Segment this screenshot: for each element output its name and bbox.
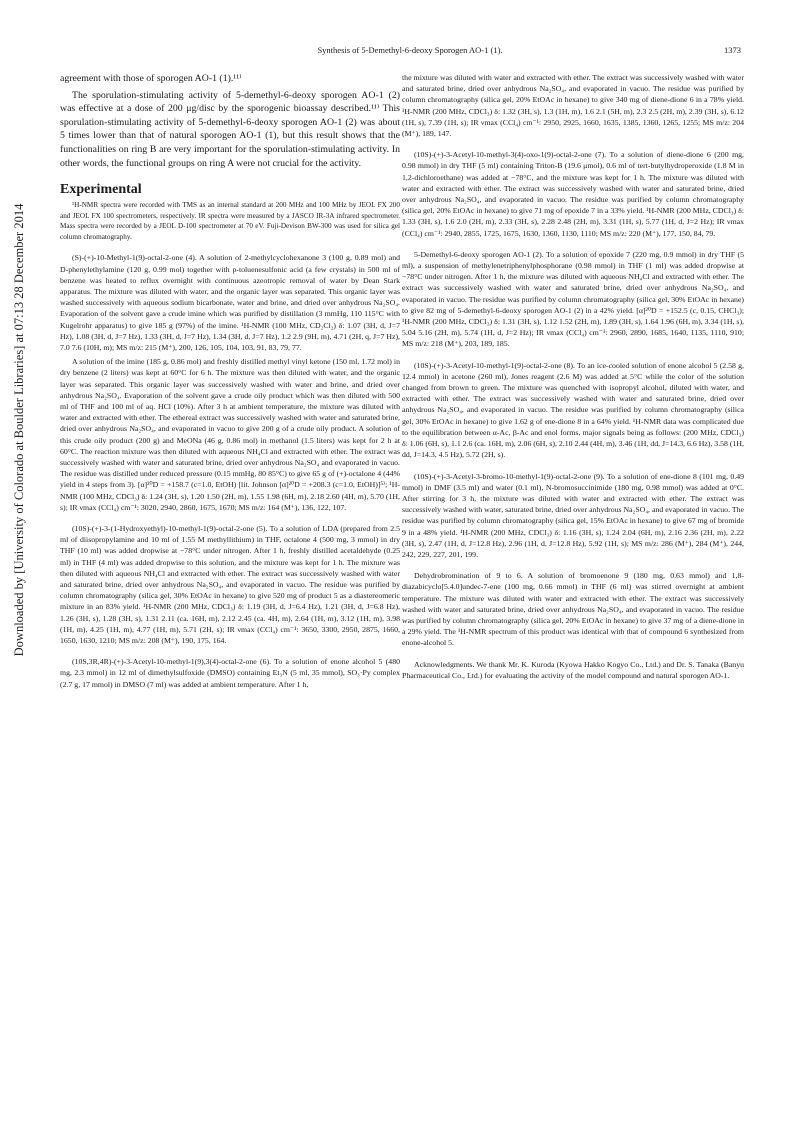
left-column bbox=[60, 72, 400, 693]
right-column bbox=[402, 72, 744, 684]
paragraph: 5-Demethyl-6-deoxy sporogen AO-1 (2). To a solution of epoxide 7 (220 mg, 0.9 mmol) in dry THF (5 ml), a suspension of methylenetriphenylphosphorane (0.98 mmol) in THF (1 ml) was added dropwise at −78°C under nitrogen. After 1 h, the mixture was diluted with aqueous NH₄Cl and extracted with ether. The extract was successively washed with water and saturated brine, dried over anhydrous Na₂SO₄, and evaporated in vacuo. The residue was purified by column chromatography (silica gel, 30% EtOAc in hexane) to give 82 mg of 5-demethyl-6-deoxy sporogen AO-1 (2) in a 42% yield. [α]²⁰D = +152.5 (c, 0.15, CHCl₃); ¹H-NMR (200 MHz, CDCl₃) δ: 1.31 (3H, s), 1.12 1.52 (2H, m), 1.89 (3H, s), 1.64 1.96 (6H, m), 3.34 (1H, s), 5.04 5.16 (2H, m), 5.74 (1H, d, J=2 Hz); IR νmax (CCl₄) cm⁻¹: 2960, 2890, 1685, 1640, 1135, 1110, 910; MS m/z: 218 (M⁺), 203, 189, 185. bbox=[402, 249, 744, 349]
paragraph: Dehydrobromination of 9 to 6. A solution of bromoenone 9 (180 mg, 0.63 mmol) and 1,8-diazabicyclo[5.4.0]undec-7-ene (100 mg, 0.66 mmol) in THF (6 ml) was stirred overnight at ambient temperature. The mixture was diluted with water and extracted with ether. The extract was successively washed with water and saturated brine, dried over anhydrous Na₂SO₄, and evaporated in vacuo. The residue was purified by column chromatography (silica gel, 20% EtOAc in hexane) to give 37 mg of a diene-dione in a 29% yield. The ¹H-NMR spectrum of this product was identical with that of compound 6 synthesized from enone-alcohol 5. bbox=[402, 571, 744, 648]
paragraph: the mixture was diluted with water and extracted with ether. The extract was successively washed with water and saturated brine, dried over anhydrous Na₂SO₄, and evaporated in vacuo. The residue was purified by column chromatography (silica gel, 20% EtOAc in hexane) to give 340 mg of diene-dione 6 in a 78% yield. ¹H-NMR (200 MHz, CDCl₃) δ: 1.32 (3H, s), 1.3 (1H, m), 1.6 2.1 (5H, m), 2.3 2.5 (2H, m), 2.39 (3H, s), 6.12 (1H, s), 7.39 (1H, s); IR νmax (CCl₄) cm⁻¹: 2950, 2925, 1660, 1635, 1385, 1360, 1265, 1255; MS m/z: 204 (M⁺), 189, 147. bbox=[402, 73, 744, 139]
paragraph: (10S,3R,4R)-(+)-3-Acetyl-10-methyl-1(9),3(4)-octal-2-one (6). To a solution of enone alcohol 5 (480 mg, 2.3 mmol) in 12 ml of dimethylsulfoxide (DMSO) containing Et₃N (5 ml, 35 mmol), SO₃·Py complex (2.7 g, 17 mmol) in DMSO (7 ml) was added at ambient temperature. After 1 h, bbox=[60, 657, 400, 689]
paragraph: (10S)-(+)-3-Acetyl-10-methyl-1(9)-octal-2-one (8). To an ice-cooled solution of enone alcohol 5 (2.58 g, 12.4 mmol) in acetone (260 ml), Jones reagent (2.6 M) was added at 5°C while the color of the solution changed from brown to green. The mixture was quenched with isopropyl alcohol, diluted with water, and extracted with ether. The extract was successively washed with water and saturated brine, dried over anhydrous Na₂SO₄, and evaporated in vacuo. The residue was purified by column chromatography (silica gel, 30% EtOAc in hexane) to give 1.62 g of ene-dione 8 in a 64% yield. ¹H-NMR data was complicated due to the equilibration between α-Ac, β-Ac and enol forms, major signals being as follows: (200 MHz, CDCl₃) δ: 1.06 (6H, s), 1.1 2.6 (ca. 16H, m), 2.06 (6H, s), 2.10 2.44 (4H, m), 3.46 (1H, dd, J=14.3, 6.6 Hz), 3.58 (1H, dd, J=14.3, 4.5 Hz), 5.72 (2H, s). bbox=[402, 360, 744, 460]
page-number: 1373 bbox=[724, 45, 741, 55]
section-heading: Experimental bbox=[60, 182, 142, 198]
paragraph: ¹H-NMR spectra were recorded with TMS as an internal standard at 200 MHz and 100 MHz by JEOL FX 200 and JEOL FX 100 spectrometers, respectively. IR spectra were measured by a JASCO IR-3A infrared spectrometer. Mass spectra were recorded by a JEOL D-100 spectrometer at 70 eV. Fuji-Devison BW-300 was used for silica gel column chromatography. bbox=[60, 201, 400, 241]
download-notice: Downloaded by [University of Colorado at Boulder Libraries] at 07:13 28 December 2014 bbox=[12, 203, 26, 657]
paragraph: agreement with those of sporogen AO-1 (1).¹¹⁾ bbox=[60, 73, 242, 84]
paragraph: Acknowledgments. We thank Mr. K. Kuroda (Kyowa Hakko Kogyo Co., Ltd.) and Dr. S. Tanaka (Banyu Pharmaceutical Co., Ltd.) for evaluating the activity of the model compound and natural sporogen AO-1. bbox=[402, 659, 744, 680]
paragraph: (S)-(+)-10-Methyl-1(9)-octal-2-one (4). A solution of 2-methylcyclohexanone 3 (100 g, 0.89 mol) and D-phenylethylamine (120 g, 0.99 mol) together with p-toluenesulfonic acid (a few crystals) in 500 ml of benzene was heated to reflux overnight with continuous azeotropic removal of water by Dean Stark apparatus. The mixture was diluted with water, and the organic layer was separated. This organic layer was washed successively with aqueous sodium bicarbonate, water and brine, and dried over anhydrous Na₂SO₄. Evaporation of the solvent gave a crude imine which was purified by distillation (3 mmHg, 110 115°C with Kugelrohr apparatus) to give 185 g (97%) of the imine. ¹H-NMR (100 MHz, CD₂Cl₂) δ: 1.07 (3H, d, J=7 Hz), 1.08 (3H, d, J=7 Hz), 1.33 (3H, d, J=7 Hz), 1.34 (3H, d, J=7 Hz), 1.2 2.9 (9H, m), 4.71 (2H, q, J=7 Hz), 7.0 7.6 (10H, m); MS m/z: 215 (M⁺), 200, 126, 105, 104, 103, 91, 83, 79, 77. bbox=[60, 253, 400, 352]
paragraph: (10S)-(+)-3-Acetyl-3-bromo-10-methyl-1(9)-octal-2-one (9). To a solution of ene-dione 8 (101 mg, 0.49 mmol) in DMF (3.5 ml) and water (0.1 ml), N-bromosuccinimide (180 mg, 0.98 mmol) was added at 0°C. After stirring for 3 h, the mixture was diluted with water and extracted with ether. The extract was successively washed with water, saturated brine, dried over anhydrous Na₂SO₄, and evaporated in vacuo. The residue was purified by column chromatography (silica gel, 15% EtOAc in hexane) to give 67 mg of bromide 9 in a 48% yield. ¹H-NMR (200 MHz, CDCl₃) δ: 1.16 (3H, s), 1.24 2.04 (6H, m), 2.16 2.36 (2H, m), 2.22 (3H, s), 2.47 (1H, d, J=12.8 Hz), 2.96 (1H, d, J=12.8 Hz), 5.92 (1H, s); MS m/z: 286 (M⁺), 284 (M⁺), 244, 242, 229, 227, 201, 199. bbox=[402, 471, 744, 559]
paragraph: (10S)-(+)-3-Acetyl-10-methyl-3(4)-oxo-1(9)-octal-2-one (7). To a solution of diene-dione 6 (200 mg, 0.98 mmol) in dry THF (5 ml) containing Triton-B (19.6 μmol), 0.6 ml of tert-butylhydroperoxide (1.8 M in 1,2-dichloroethane) was added at −78°C, and the mixture was kept for 1 h. The mixture was diluted with water and extracted with ether. The extract was successively washed with water and saturated brine, dried over anhydrous Na₂SO₄, and evaporated in vacuo. The residue was purified by column chromatography (silica gel, 20% EtOAc in hexane) to give 71 mg of epoxide 7 in a 33% yield. ¹H-NMR (200 MHz, CDCl₃) δ: 1.33 (3H, s), 1.6 2.0 (2H, m), 2.33 (3H, s), 2.28 2.48 (2H, m), 3.31 (1H, s), 5.77 (1H, d, J=2 Hz); IR νmax (CCl₄) cm⁻¹: 2940, 2855, 1725, 1675, 1630, 1360, 1130, 1110; MS m/z: 220 (M⁺), 177, 150, 84, 79. bbox=[402, 150, 744, 238]
paragraph: A solution of the imine (185 g, 0.86 mol) and freshly distilled methyl vinyl ketone (150 ml, 1.72 mol) in dry benzene (2 liters) was kept at 60°C for 6 h. The mixture was then diluted with water, and the organic layer was separated. This organic layer was successively washed with water and brine, and dried over anhydrous Na₂SO₄. Evaporation of the solvent gave a crude oily product which was then diluted with 500 ml of THF and 100 ml of aq. HCl (10%). After 3 h at ambient temperature, the mixture was diluted with water and extracted with ether. The ethereal extract was successively washed with water and saturated brine, dried over anhydrous Na₂SO₄, and evaporated in vacuo to give 200 g of a crude oily product. A solution of this crude oily product (200 g) and MeONa (46 g, 0.86 mol) in methanol (1.5 liters) was kept for 2 h at 60°C. The reaction mixture was then diluted with aqueous NH₄Cl and extracted with ether. The extract was successively washed with water and saturated brine, dried over anhydrous Na₂SO₄ and evaporated in vacuo. The residue was distilled under reduced pressure (0.15 mmHg, 80 85°C) to give 65 g of (+)-octalone 4 (44% yield in 4 steps from 3). [α]²⁰D = +158.7 (c=1.0, EtOH) [lit. Johnson [α]²⁰D = +208.3 (c=1.0, EtOH)]⁵⁾; ¹H-NMR (100 MHz, CDCl₃) δ: 1.24 (3H, s), 1.20 1.50 (2H, m), 1.55 1.98 (6H, m), 2.18 2.60 (4H, m), 5.70 (1H, s); IR νmax (CCl₄) cm⁻¹: 3020, 2940, 2860, 1675, 1670; MS m/z: 164 (M⁺), 136, 122, 107. bbox=[60, 357, 400, 512]
running-title: Synthesis of 5-Demethyl-6-deoxy Sporogen AO-1 (1). bbox=[317, 45, 503, 55]
running-head bbox=[0, 45, 793, 59]
paragraph: (10S)-(+)-3-(1-Hydroxyethyl)-10-methyl-1(9)-octal-2-one (5). To a solution of LDA (prepared from 2.5 ml of diisopropylamine and 10 ml of 1.55 M methyllithium) in THF, octalone 4 (500 mg, 3 mmol) in dry THF (10 ml) was added dropwise at −78°C under nitrogen. After 1 h, freshly distilled acetaldehyde (0.25 ml) in THF (4 ml) was added dropwise to this solution, and the mixture was kept for 1 h. The mixture was then diluted with aqueous NH₄Cl and extracted with ether. The extract was successively washed with water and saturated brine, dried over anhydrous Na₂SO₄, and evaporated in vacuo. The residue was purified by column chromatography (silica gel, 30% EtOAc in hexane) to give 520 mg of product 5 as a diastereomeric mixture in an 83% yield. ¹H-NMR (200 MHz, CDCl₃) δ: 1.19 (3H, d, J=6.4 Hz), 1.21 (3H, d, J=6.8 Hz), 1.26 (3H, s), 1.28 (3H, s), 1.31 2.11 (ca. 16H, m), 2.12 2.45 (ca. 4H, m), 2.64 (1H, m), 3.12 (1H, m), 3.98 (1H, m), 4.25 (1H, m), 4.77 (1H, m), 5.71 (2H, s); IR νmax (CCl₄) cm⁻¹: 3650, 3300, 2950, 2875, 1660, 1650, 1630, 1210; MS m/z: 208 (M⁺), 190, 175, 164. bbox=[60, 524, 400, 646]
paragraph: The sporulation-stimulating activity of 5-demethyl-6-deoxy sporogen AO-1 (2) was effective at a dose of 200 μg/disc by the sporogenic bioassay described.¹¹⁾ This sporulation-stimulating activity of 5-demethyl-6-deoxy sporogen AO-1 (2) was about 5 times lower than that of natural sporogen AO-1 (1), but this result shows that the functionalities on ring B are very important for the sporulation-stimulating activity. In other words, the functional groups on ring A were not crucial for the activity. bbox=[60, 89, 400, 169]
